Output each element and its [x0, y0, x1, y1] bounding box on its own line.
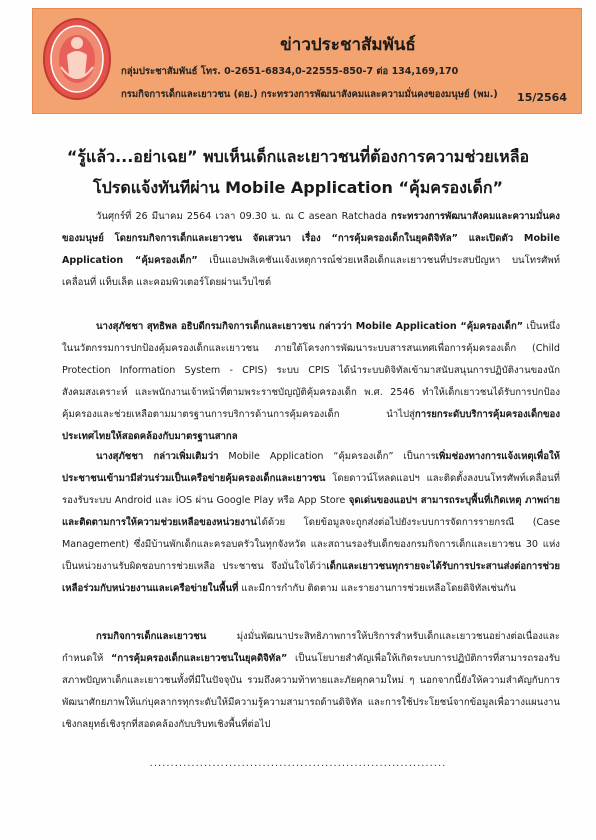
release-number: 15/2564 [517, 91, 567, 104]
paragraph-3-segment-6: ได้ด้วย โดยข้อมูลจะถูกส่งต่อไปยังระบบการจัดการรายกรณี (Case Management) ซึ่งมีบ้านพักเด็กและครอบครัวในทุกจังหวัด และสถานรองรับเด็กของกรมกิจการเด็กและเยาวชน 30 แห่ง เป็นหน่วยงานรับผิดชอบการช่วยเหลือ ประชาชน จึงมั่นใจได้ว่า [62, 517, 560, 572]
paragraph-3-segment-7: เด็กและเยาวชนทุกรายจะได้รับการประสานส่งต่อการช่วยเหลือร่วมกับหน่วยงานและเครือข่ายในพื้นที่ [62, 561, 560, 594]
letterhead-band [32, 8, 582, 114]
paragraph-3-segment-3: เพิ่มช่องทางการแจ้งเหตุเพื่อให้ประชาชนเข้ามามีส่วนร่วมเป็นเครือข่ายคุ้มครองเด็กและเยาวชน [62, 451, 560, 484]
paragraph-3-segment-1: นางสุภัชชา กล่าวเพิ่มเติมว่า [96, 451, 219, 462]
paragraph-1-segment-2: กระทรวงการพัฒนาสังคมและความมั่นคงของมนุษย์ โดยกรมกิจการเด็กและเยาวชน จัดเสวนา เรื่อง “การคุ้มครองเด็กในยุคดิจิทัล” และเปิดตัว Mobile Application “คุ้มครองเด็ก” [62, 211, 560, 266]
paragraph-4-segment-4: เป็นนโยบายสำคัญเพื่อให้เกิดระบบการปฏิบัติการที่สามารถรองรับสภาพปัญหาเด็กและเยาวชนทั้งที่มีในปัจจุบัน รวมถึงความท้าทายและภัยคุกคามใหม่ ๆ นอกจากนี้ยังให้ความสำคัญกับการพัฒนาศักยภาพให้แก่บุคลากรทุกระดับให้มีความรู้ความสามารถด้านดิจิทัล และการใช้ประโยชน์จากข้อมูลเพื่อวางแผนงานเชิงกลยุทธ์เชิงรุกที่สอดคล้องกับบริบทเชิงพื้นที่ต่อไป [62, 653, 560, 730]
paragraph-2-segment-3: การยกระดับบริการคุ้มครองเด็กของประเทศไทยให้สอดคล้องกับมาตรฐานสากล [62, 409, 560, 442]
paragraph-1 [62, 206, 560, 294]
paragraph-2 [62, 316, 560, 448]
paragraph-3-segment-2: Mobile Application “คุ้มครองเด็ก” เป็นการ [218, 451, 436, 462]
headline-line-2: โปรดแจ้งทันทีผ่าน Mobile Application “คุ้มครองเด็ก” [92, 178, 504, 197]
paragraph-4-segment-1: กรมกิจการเด็กและเยาวชน [96, 631, 207, 642]
paragraph-4-segment-3: “การคุ้มครองเด็กและเยาวชนในยุคดิจิทัล” [110, 653, 288, 664]
paragraph-3-segment-8: และมีการกำกับ ติดตาม และรายงานการช่วยเหลือโดยดิจิทัลเช่นกัน [238, 583, 516, 594]
paragraph-1-segment-3: เป็นแอปพลิเคชันแจ้งเหตุการณ์ช่วยเหลือเด็กและเยาวชนที่ประสบปัญหา บนโทรศัพท์เคลื่อนที่ แท็บเล็ต และคอมพิวเตอร์โดยผ่านเว็บไซต์ [62, 255, 560, 288]
ministry-seal-icon [41, 15, 113, 103]
paragraph-4-segment-2: มุ่งมั่นพัฒนาประสิทธิภาพการให้บริการสำหรับเด็กและเยาวชนอย่างต่อเนื่องและกำหนดให้ [62, 631, 560, 664]
paragraph-3 [62, 446, 560, 600]
paragraph-2-segment-1: นางสุภัชชา สุทธิพล อธิบดีกรมกิจการเด็กและเยาวชน กล่าวว่า Mobile Application “คุ้มครองเด็ก” [96, 321, 524, 332]
paragraph-1-segment-1: วันศุกร์ที่ 26 มีนาคม 2564 เวลา 09.30 น. ณ C asean Ratchada [96, 211, 392, 222]
department-line: กรมกิจการเด็กและเยาวชน (ดย.) กระทรวงการพัฒนาสังคมและความมั่นคงของมนุษย์ (พม.) [121, 89, 498, 100]
letterhead-title: ข่าวประชาสัมพันธ์ [280, 35, 416, 55]
closing-dotted-line: ....................................................................... [149, 758, 447, 769]
paragraph-3-segment-4: โดยดาวน์โหลดแอปฯ และติดตั้งลงบนโทรศัพท์เคลื่อนที่รองรับระบบ Android และ iOS ผ่าน Google Play หรือ App Store [62, 473, 560, 506]
headline-line-1: “รู้แล้ว...อย่าเฉย” พบเห็นเด็กและเยาวชนที่ต้องการความช่วยเหลือ [66, 147, 530, 166]
paragraph-2-segment-2: เป็นหนึ่งในนวัตกรรมการปกป้องคุ้มครองเด็กและเยาวชน ภายใต้โครงการพัฒนาระบบสารสนเทศเพื่อการคุ้มครองเด็ก (Child Protection Information System - CPIS) ระบบ CPIS ได้นำระบบดิจิทัลเข้ามาสนับสนุนการปฏิบัติงานของนักสังคมสงเคราะห์ และพนักงานเจ้าหน้าที่ตามพระราชบัญญัติคุ้มครองเด็ก พ.ศ. 2546 ทำให้เด็กเยาวชนได้รับการปกป้องคุ้มครองและช่วยเหลือตามมาตรฐานการบริการด้านการคุ้มครองเด็ก นำไปสู่ [62, 321, 561, 420]
paragraph-3-segment-5: จุดเด่นของแอปฯ สามารถระบุพื้นที่เกิดเหตุ ภาพถ่าย และติดตามการให้ความช่วยเหลือของหน่วยงาน [62, 495, 560, 528]
paragraph-4 [62, 626, 560, 736]
contact-line: กลุ่มประชาสัมพันธ์ โทร. 0-2651-6834,0-22555-850-7 ต่อ 134,169,170 [121, 66, 459, 77]
